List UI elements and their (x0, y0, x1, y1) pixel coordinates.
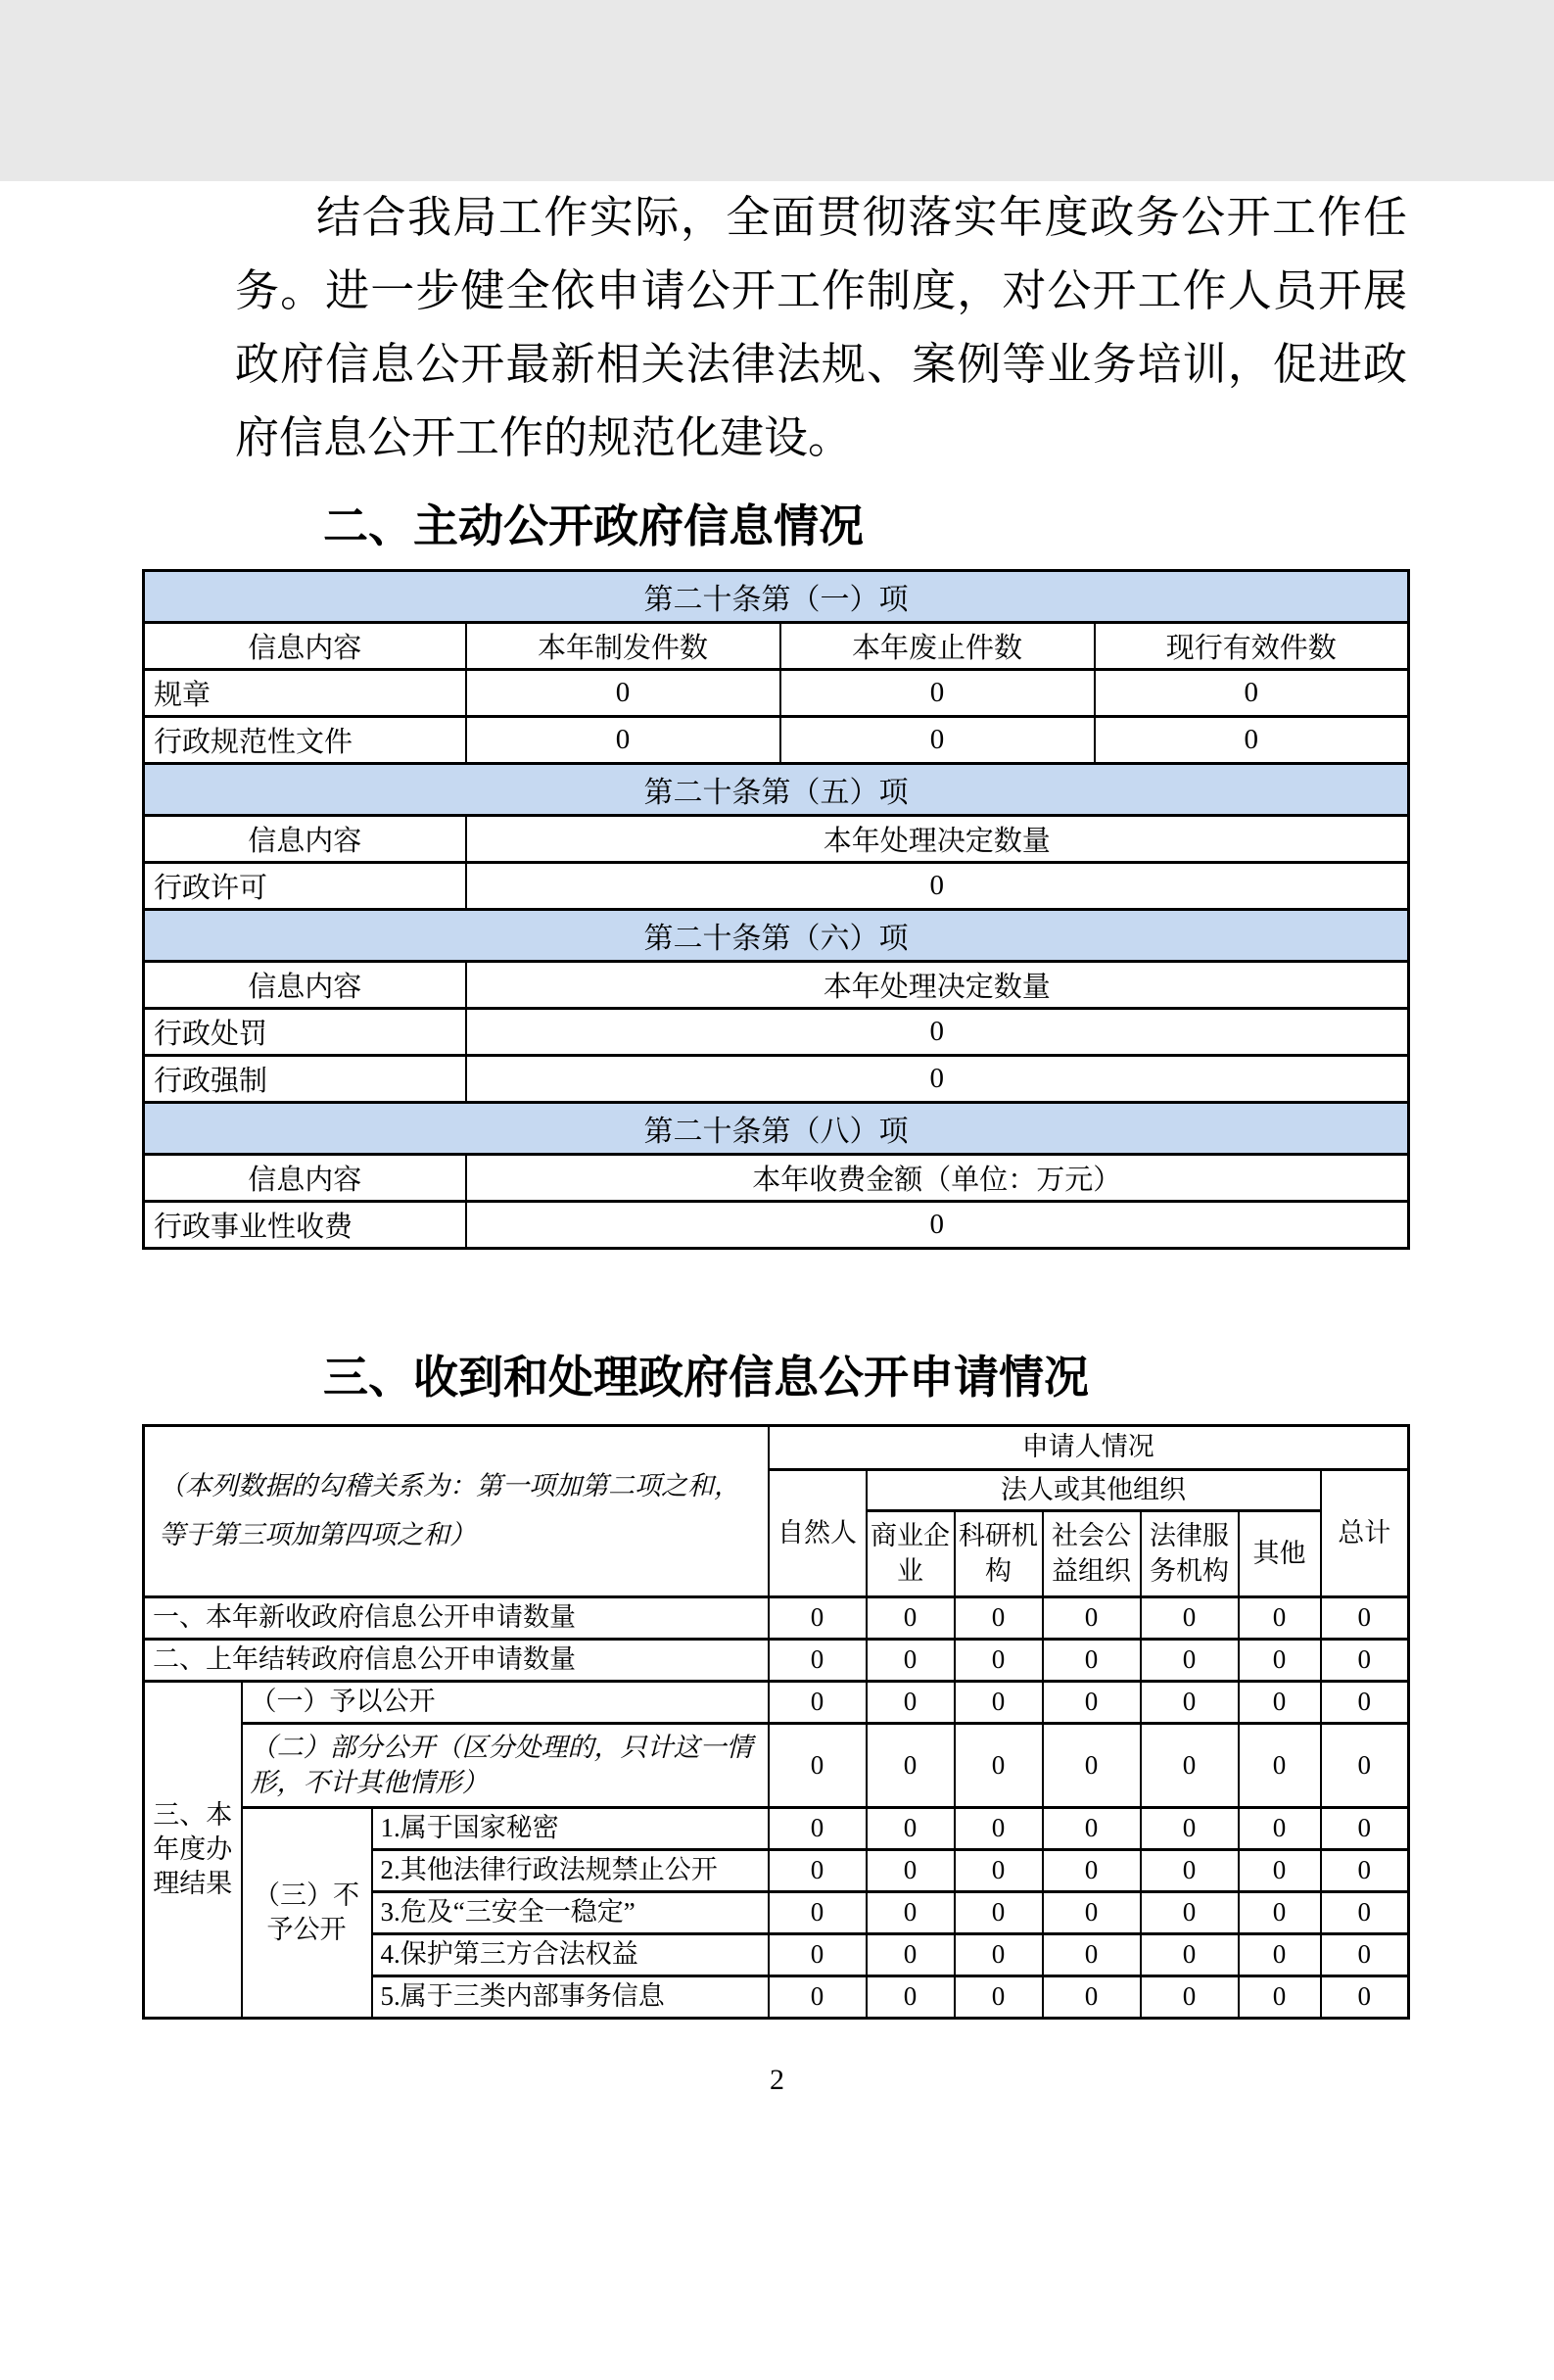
section-banner: 第二十条第（六）项 (144, 910, 1409, 962)
cell-value: 0 (780, 717, 1095, 764)
cell-value: 0 (466, 863, 1409, 910)
cell-value: 0 (955, 1808, 1043, 1850)
cell-value: 0 (867, 1808, 955, 1850)
cell-value: 0 (1239, 1850, 1321, 1892)
table-row (144, 1202, 1409, 1249)
page-number: 2 (770, 2064, 784, 2096)
cell-value: 0 (466, 670, 780, 717)
table-row (144, 1103, 1409, 1155)
row-label: 5.属于三类内部事务信息 (372, 1976, 769, 2019)
column-header-legal-service: 法律服务机构 (1141, 1511, 1239, 1597)
column-header-total: 总计 (1321, 1470, 1409, 1597)
cell-value: 0 (1239, 1892, 1321, 1934)
cell-value: 0 (1141, 1640, 1239, 1682)
cell-value: 0 (1141, 1682, 1239, 1724)
table-row (144, 670, 1409, 717)
table-row (144, 816, 1409, 863)
cell-value: 0 (867, 1640, 955, 1682)
cell-value: 0 (955, 1892, 1043, 1934)
table-row (144, 764, 1409, 816)
column-header: 现行有效件数 (1095, 623, 1409, 670)
cell-value: 0 (1095, 717, 1409, 764)
row-label: 二、上年结转政府信息公开申请数量 (144, 1640, 769, 1682)
column-header: 本年制发件数 (466, 623, 780, 670)
section-banner: 第二十条第（八）项 (144, 1103, 1409, 1155)
cell-value: 0 (955, 1640, 1043, 1682)
cell-value: 0 (1321, 1892, 1409, 1934)
column-header: 信息内容 (144, 623, 466, 670)
applicant-header: 申请人情况 (769, 1426, 1409, 1470)
cell-value: 0 (1239, 1682, 1321, 1724)
cell-value: 0 (1141, 1976, 1239, 2019)
cell-value: 0 (1043, 1640, 1141, 1682)
section-banner: 第二十条第（五）项 (144, 764, 1409, 816)
cell-value: 0 (466, 1202, 1409, 1249)
cell-value: 0 (1239, 1597, 1321, 1640)
cell-value: 0 (867, 1892, 955, 1934)
row-label: 行政事业性收费 (144, 1202, 466, 1249)
subgroup-label-denied: （三）不予公开 (242, 1808, 372, 2019)
column-header: 本年废止件数 (780, 623, 1095, 670)
cell-value: 0 (1141, 1808, 1239, 1850)
table-row (144, 863, 1409, 910)
cell-value: 0 (1321, 1850, 1409, 1892)
cell-value: 0 (867, 1597, 955, 1640)
column-header-natural-person: 自然人 (769, 1470, 867, 1597)
cell-value: 0 (1321, 1976, 1409, 2019)
cell-value: 0 (1043, 1850, 1141, 1892)
cell-value: 0 (1043, 1724, 1141, 1808)
cell-value: 0 (1321, 1597, 1409, 1640)
row-label: 规章 (144, 670, 466, 717)
cell-value: 0 (1321, 1682, 1409, 1724)
cell-value: 0 (955, 1597, 1043, 1640)
table-row (144, 1808, 1409, 1850)
row-label: 4.保护第三方合法权益 (372, 1934, 769, 1976)
cell-value: 0 (1239, 1976, 1321, 2019)
table-row (144, 1682, 1409, 1724)
group-label-annual-results: 三、本年度办理结果 (144, 1682, 242, 2019)
cell-value: 0 (1321, 1934, 1409, 1976)
cell-value: 0 (780, 670, 1095, 717)
table-row (144, 571, 1409, 623)
cell-value: 0 (1141, 1850, 1239, 1892)
table-row (144, 1597, 1409, 1640)
cell-value: 0 (1321, 1808, 1409, 1850)
cell-value: 0 (466, 717, 780, 764)
table-row (144, 623, 1409, 670)
cell-value: 0 (1043, 1597, 1141, 1640)
row-label: 1.属于国家秘密 (372, 1808, 769, 1850)
cell-value: 0 (955, 1850, 1043, 1892)
table-row (144, 1009, 1409, 1056)
cell-value: 0 (867, 1976, 955, 2019)
table-row (144, 1640, 1409, 1682)
cell-value: 0 (769, 1682, 867, 1724)
cell-value: 0 (1043, 1976, 1141, 2019)
cell-value: 0 (1043, 1934, 1141, 1976)
cell-value: 0 (1321, 1724, 1409, 1808)
cell-value: 0 (955, 1934, 1043, 1976)
column-header: 信息内容 (144, 816, 466, 863)
cell-value: 0 (867, 1724, 955, 1808)
cell-value: 0 (955, 1976, 1043, 2019)
cell-value: 0 (769, 1724, 867, 1808)
cell-value: 0 (867, 1850, 955, 1892)
cell-value: 0 (1239, 1640, 1321, 1682)
cell-value: 0 (466, 1009, 1409, 1056)
row-label: 行政规范性文件 (144, 717, 466, 764)
cell-value: 0 (769, 1934, 867, 1976)
column-header: 本年处理决定数量 (466, 962, 1409, 1009)
column-header: 信息内容 (144, 962, 466, 1009)
table-row (144, 910, 1409, 962)
row-label: 一、本年新收政府信息公开申请数量 (144, 1597, 769, 1640)
table-row (144, 717, 1409, 764)
table-row (144, 1426, 1409, 1470)
cell-value: 0 (769, 1640, 867, 1682)
column-header-research: 科研机构 (955, 1511, 1043, 1597)
table-row (144, 1056, 1409, 1103)
cell-value: 0 (1141, 1892, 1239, 1934)
cell-value: 0 (1141, 1597, 1239, 1640)
column-header: 信息内容 (144, 1155, 466, 1202)
row-label: 3.危及“三安全一稳定” (372, 1892, 769, 1934)
cell-value: 0 (1043, 1892, 1141, 1934)
cell-value: 0 (1239, 1808, 1321, 1850)
table-row (144, 1724, 1409, 1808)
cell-value: 0 (1141, 1724, 1239, 1808)
cell-value: 0 (769, 1976, 867, 2019)
row-label: 行政强制 (144, 1056, 466, 1103)
column-header: 本年处理决定数量 (466, 816, 1409, 863)
section-heading-3: 三、收到和处理政府信息公开申请情况 (323, 1352, 1089, 1403)
cell-value: 0 (1043, 1808, 1141, 1850)
row-label: （一）予以公开 (242, 1682, 769, 1724)
column-header-other: 其他 (1239, 1511, 1321, 1597)
cell-value: 0 (769, 1892, 867, 1934)
cell-value: 0 (769, 1597, 867, 1640)
column-header-legal-org: 法人或其他组织 (867, 1470, 1321, 1511)
cell-value: 0 (1321, 1640, 1409, 1682)
cell-value: 0 (1239, 1724, 1321, 1808)
row-label: 行政处罚 (144, 1009, 466, 1056)
document-page (0, 181, 1554, 2380)
cell-value: 0 (1239, 1934, 1321, 1976)
application-handling-table (142, 1424, 1410, 2020)
proactive-disclosure-table (142, 569, 1410, 1250)
reconciliation-note: （本列数据的勾稽关系为：第一项加第二项之和，等于第三项加第四项之和） (144, 1426, 769, 1597)
section-banner: 第二十条第（一）项 (144, 571, 1409, 623)
table-row (144, 962, 1409, 1009)
row-label: 行政许可 (144, 863, 466, 910)
cell-value: 0 (1141, 1934, 1239, 1976)
column-header-social-welfare: 社会公益组织 (1043, 1511, 1141, 1597)
cell-value: 0 (867, 1682, 955, 1724)
cell-value: 0 (466, 1056, 1409, 1103)
column-header-commercial: 商业企业 (867, 1511, 955, 1597)
cell-value: 0 (769, 1850, 867, 1892)
cell-value: 0 (867, 1934, 955, 1976)
cell-value: 0 (1043, 1682, 1141, 1724)
column-header: 本年收费金额（单位：万元） (466, 1155, 1409, 1202)
cell-value: 0 (955, 1682, 1043, 1724)
cell-value: 0 (1095, 670, 1409, 717)
cell-value: 0 (769, 1808, 867, 1850)
cell-value: 0 (955, 1724, 1043, 1808)
row-label: 2.其他法律行政法规禁止公开 (372, 1850, 769, 1892)
table-row (144, 1155, 1409, 1202)
body-paragraph: 结合我局工作实际，全面贯彻落实年度政务公开工作任务。进一步健全依申请公开工作制度，对公开工作人员开展政府信息公开最新相关法律法规、案例等业务培训，促进政府信息公开工作的规范化建设。 (235, 193, 1407, 462)
section-heading-2: 二、主动公开政府信息情况 (323, 500, 864, 551)
row-label: （二）部分公开（区分处理的，只计这一情形，不计其他情形） (242, 1724, 769, 1808)
